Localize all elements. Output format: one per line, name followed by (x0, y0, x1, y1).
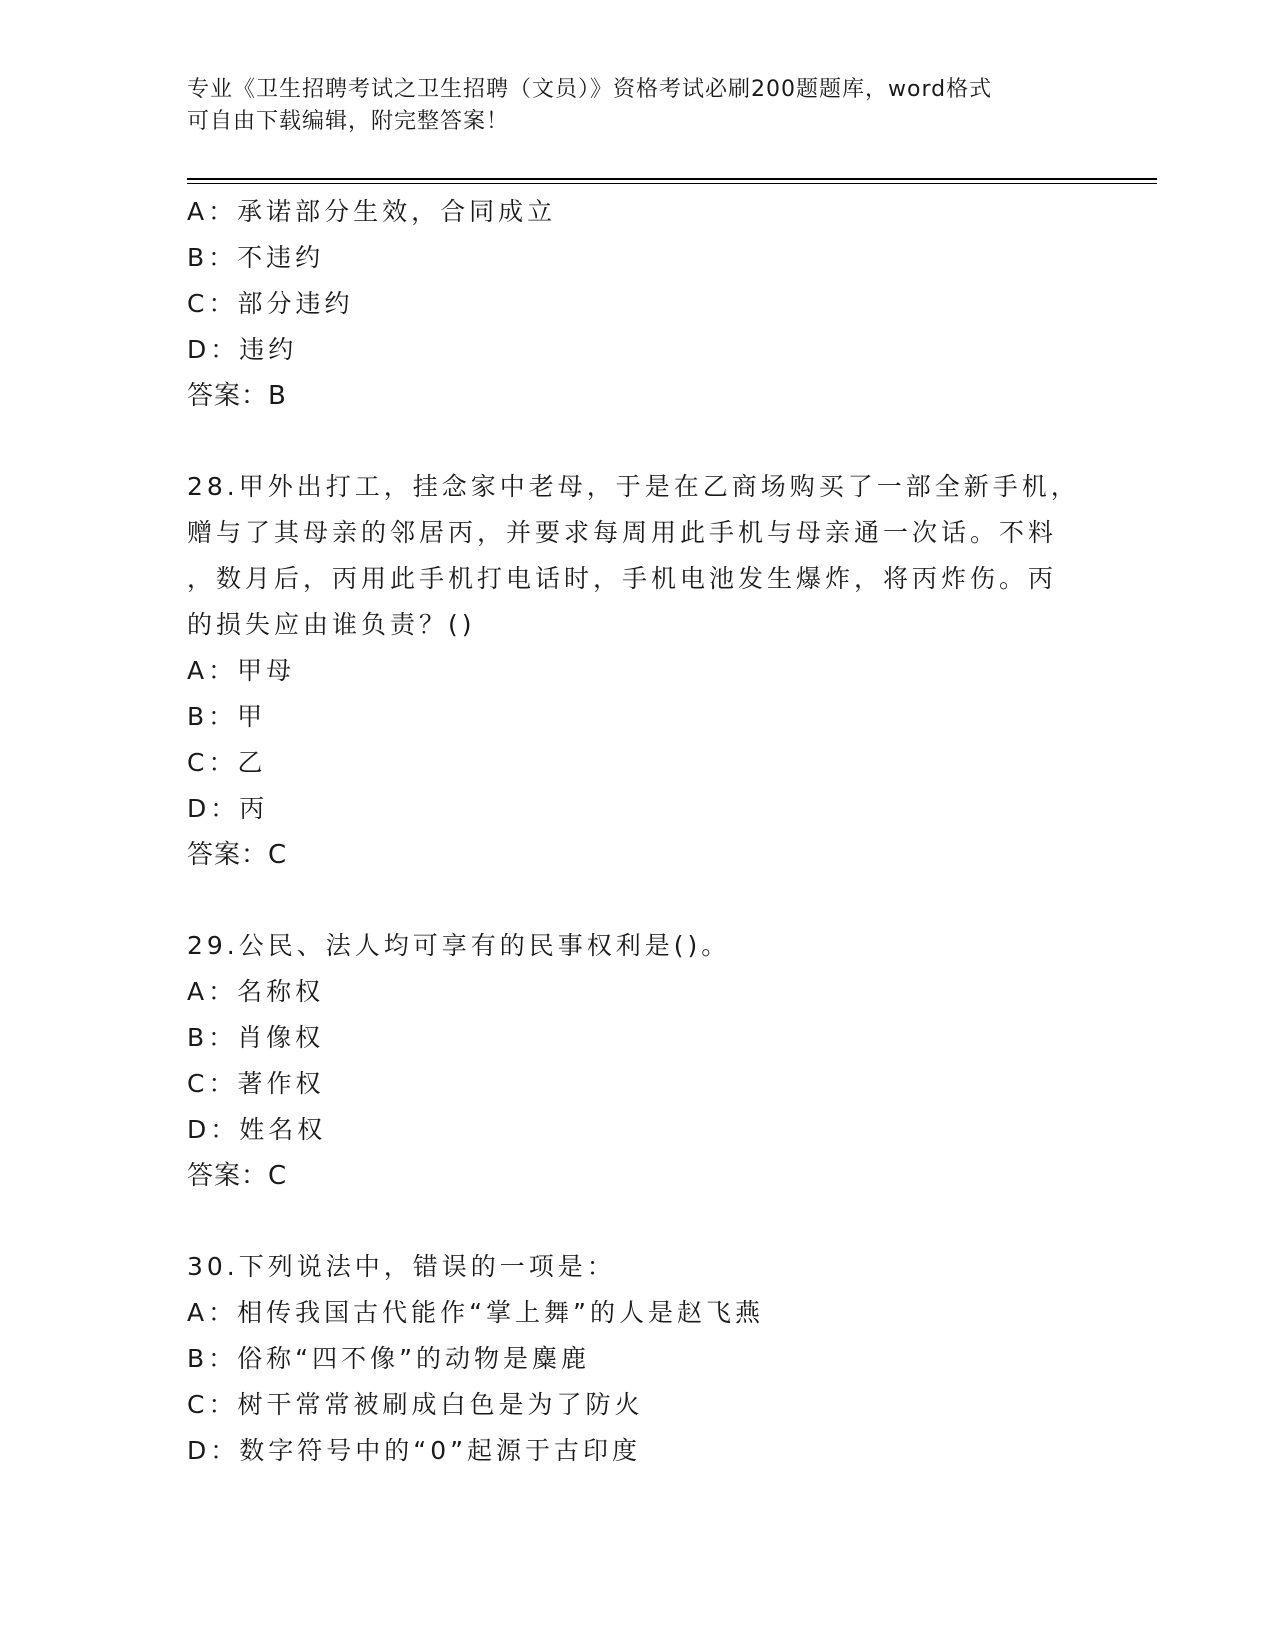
question-stem-line: 赠与了其母亲的邻居丙，并要求每周用此手机与母亲通一次话。不料 (187, 518, 1058, 547)
header-line-2: 可自由下载编辑，附完整答案！ (187, 109, 510, 134)
question-stem-line: 的损失应由谁负责？() (187, 610, 476, 639)
question-27 (187, 189, 1087, 419)
header-divider-thick (187, 178, 1157, 180)
document-header (187, 74, 1087, 138)
answer: 答案：C (187, 840, 288, 870)
answer: 答案：B (187, 381, 287, 411)
question-stem-line: 28.甲外出打工，挂念家中老母，于是在乙商场购买了一部全新手机， (187, 472, 1080, 501)
question-stem: 30.下列说法中，错误的一项是： (187, 1252, 616, 1281)
option-d: D：丙 (187, 794, 269, 823)
option-b: B：甲 (187, 702, 267, 731)
option-b: B：俗称“四不像”的动物是麋鹿 (187, 1344, 591, 1373)
answer: 答案：C (187, 1161, 288, 1191)
option-a: A：相传我国古代能作“掌上舞”的人是赵飞燕 (187, 1298, 765, 1327)
question-list (187, 189, 1087, 1474)
question-28 (187, 464, 1087, 878)
option-a: A：承诺部分生效，合同成立 (187, 197, 557, 226)
header-divider-thin (187, 183, 1157, 184)
option-d: D：数字符号中的“0”起源于古印度 (187, 1436, 642, 1465)
option-b: B：肖像权 (187, 1023, 325, 1052)
option-c: C：部分违约 (187, 289, 354, 318)
option-c: C：乙 (187, 748, 267, 777)
option-d: D：姓名权 (187, 1115, 327, 1144)
option-a: A：甲母 (187, 656, 296, 685)
option-d: D：违约 (187, 335, 298, 364)
option-b: B：不违约 (187, 243, 325, 272)
question-30 (187, 1244, 1087, 1474)
option-c: C：树干常常被刷成白色是为了防火 (187, 1390, 644, 1419)
header-line-1: 专业《卫生招聘考试之卫生招聘（文员）》资格考试必刷200题题库，word格式 (187, 77, 993, 102)
question-29 (187, 923, 1087, 1199)
question-stem: 29.公民、法人均可享有的民事权利是()。 (187, 931, 731, 960)
question-stem-line: ，数月后，丙用此手机打电话时，手机电池发生爆炸，将丙炸伤。丙 (187, 564, 1058, 593)
option-a: A：名称权 (187, 977, 325, 1006)
option-c: C：著作权 (187, 1069, 325, 1098)
